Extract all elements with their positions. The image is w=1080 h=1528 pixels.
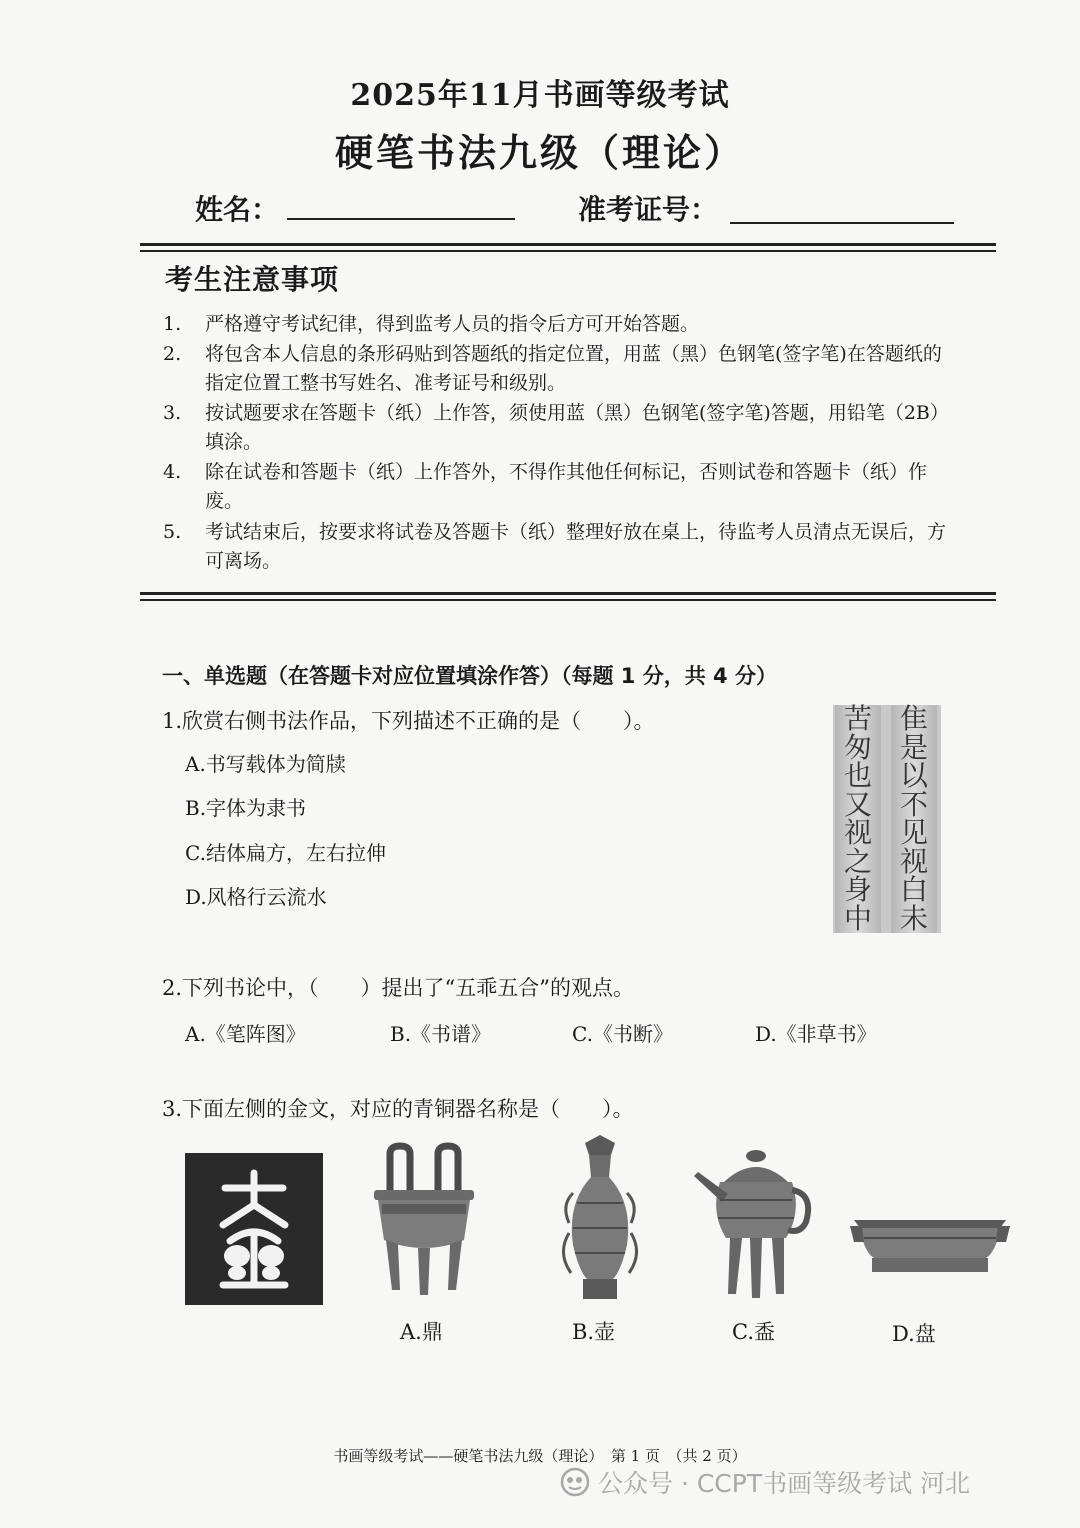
q3-option-c: C.盉 [732, 1320, 775, 1344]
name-underline [287, 218, 515, 220]
q2-option-c: C.《书断》 [572, 1022, 673, 1046]
notice-num: 1. [163, 313, 182, 335]
notice-num: 4. [163, 461, 182, 483]
question-2-stem: 2.下列书论中，（ ）提出了“五乖五合”的观点。 [162, 976, 635, 1000]
bronze-inscription-image [185, 1153, 323, 1305]
notice-text: 除在试卷和答题卡（纸）上作答外，不得作其他任何标记，否则试卷和答题卡（纸）作废。 [205, 461, 928, 512]
q3-option-a: A.鼎 [400, 1320, 443, 1344]
wechat-icon [560, 1467, 590, 1497]
notice-item-2 [163, 340, 953, 398]
exam-title: 2025年11月书画等级考试 [350, 78, 730, 113]
notice-text: 按试题要求在答题卡（纸）上作答，须使用蓝（黑）色钢笔(签字笔)答题，用铅笔（2B）填涂。 [205, 402, 949, 453]
q3-option-d: D.盘 [892, 1322, 936, 1346]
notice-num: 5. [163, 521, 182, 543]
q1-option-b: B.字体为隶书 [185, 796, 307, 820]
question-1-stem: 1.欣赏右侧书法作品，下列描述不正确的是（ ）。 [162, 709, 655, 733]
notice-num: 2. [163, 343, 182, 365]
name-label: 姓名： [195, 193, 280, 226]
q2-option-b: B.《书谱》 [390, 1022, 492, 1046]
q2-option-a: A.《笔阵图》 [185, 1022, 306, 1046]
q2-option-d: D.《非草书》 [755, 1022, 877, 1046]
q3-option-b: B.壶 [572, 1320, 616, 1344]
notice-text: 考试结束后，按要求将试卷及答题卡（纸）整理好放在桌上，待监考人员清点无误后，方可离场。 [205, 521, 947, 572]
exam-id-label: 准考证号： [578, 193, 719, 226]
notice-num: 3. [163, 402, 182, 424]
divider-top [140, 243, 996, 252]
notice-item-1 [163, 310, 953, 339]
watermark-text: 公众号 · CCPT书画等级考试 河北 [598, 1469, 971, 1498]
q1-option-a: A.书写载体为简牍 [185, 752, 346, 776]
exam-subtitle: 硬笔书法九级（理论） [334, 130, 745, 175]
hu-vessel-image [555, 1133, 645, 1303]
notice-title: 考生注意事项 [165, 263, 340, 296]
watermark [560, 1464, 970, 1500]
bamboo-slip-calligraphy-image: 苦 匆 也 又 视 之 身 中 隹 是 以 不 见 视 白 未 [833, 705, 941, 933]
section-title: 一、单选题（在答题卡对应位置填涂作答）（每题 1 分，共 4 分） [162, 664, 777, 688]
notice-text: 将包含本人信息的条形码贴到答题纸的指定位置，用蓝（黑）色钢笔(签字笔)在答题纸的指定位置工整书写姓名、准考证号和级别。 [205, 343, 942, 394]
q1-option-d: D.风格行云流水 [185, 885, 327, 909]
he-vessel-image [690, 1142, 820, 1302]
exam-id-underline [730, 222, 954, 224]
notice-item-5 [163, 518, 953, 576]
ding-vessel-image [368, 1140, 480, 1300]
pan-vessel-image [850, 1212, 1010, 1282]
divider-bottom [140, 592, 996, 601]
notice-text: 严格遵守考试纪律，得到监考人员的指令后方可开始答题。 [205, 313, 700, 335]
notice-item-3 [163, 399, 953, 457]
question-3-stem: 3.下面左侧的金文，对应的青铜器名称是（ ）。 [162, 1097, 634, 1121]
notice-item-4 [163, 458, 953, 516]
page-footer: 书画等级考试——硬笔书法九级（理论） 第 1 页 （共 2 页） [333, 1447, 747, 1465]
q1-option-c: C.结体扁方，左右拉伸 [185, 841, 386, 865]
